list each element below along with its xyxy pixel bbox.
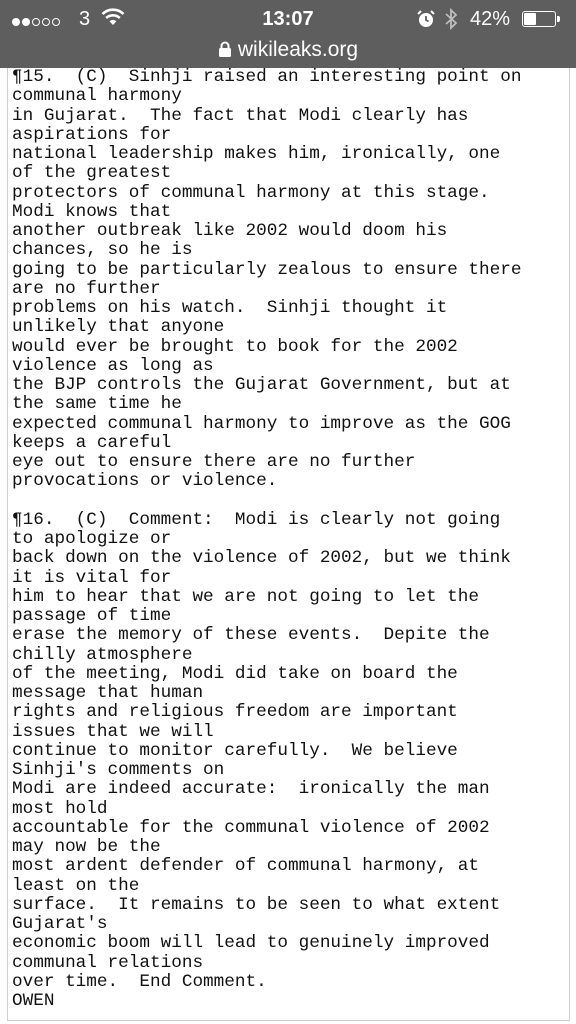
- document-line: Gujarat's: [12, 914, 108, 934]
- battery-cap: [557, 16, 560, 22]
- battery-icon: [522, 11, 556, 27]
- document-line: provocations or violence.: [12, 471, 278, 492]
- document-line: Modi knows that: [12, 201, 172, 222]
- address-bar[interactable]: [0, 38, 576, 64]
- lock-icon: [218, 40, 232, 64]
- document-line: ¶16. (C) Comment: Modi is clearly not going: [12, 509, 501, 530]
- document-line: Sinhji's comments on: [12, 760, 225, 780]
- document-line: the same time he: [12, 394, 182, 415]
- document-line: most ardent defender of communal harmony, at: [12, 856, 480, 877]
- document-line: surface. It remains to be seen to what extent: [12, 894, 501, 915]
- document-line: another outbreak like 2002 would doom his: [12, 221, 448, 241]
- browser-chrome: [0, 0, 576, 68]
- document-line: message that human: [12, 683, 204, 703]
- carrier-name: 3: [79, 8, 91, 30]
- document-line: accountable for the communal violence of 2002: [12, 817, 490, 838]
- document-line: expected communal harmony to improve as the GOG: [12, 413, 511, 434]
- paragraph-16: [8, 511, 569, 1012]
- document-line: of the greatest: [12, 163, 172, 184]
- document-line: chances, so he is: [12, 240, 193, 261]
- document-line: rights and religious freedom are important: [12, 702, 458, 723]
- document-line: least on the: [12, 875, 140, 896]
- document-line: eye out to ensure there are no further: [12, 452, 416, 472]
- document-line: national leadership makes him, ironically, one: [12, 144, 501, 164]
- document-line: aspirations for: [12, 124, 172, 145]
- document-line: passage of time: [12, 606, 172, 626]
- clock-time: 13:07: [262, 8, 314, 30]
- document-line: continue to monitor carefully. We believe: [12, 740, 458, 761]
- url-domain[interactable]: wikileaks.org: [237, 38, 359, 61]
- document-line: violence as long as: [12, 355, 214, 376]
- document-line: the BJP controls the Gujarat Government, but at: [12, 375, 511, 395]
- document-line: going to be particularly zealous to ensure there: [12, 259, 522, 280]
- document-line: Modi are indeed accurate: ironically the man: [12, 779, 490, 800]
- document-line: protectors of communal harmony at this stage.: [12, 182, 490, 203]
- document-line: in Gujarat. The fact that Modi clearly has: [12, 105, 469, 126]
- document-line: would ever be brought to book for the 2002: [12, 336, 458, 357]
- document-line: over time. End Comment.: [12, 971, 267, 992]
- battery-percentage: 42%: [470, 8, 511, 30]
- document-line: it is vital for: [12, 567, 172, 588]
- document-line: may now be the: [12, 837, 161, 857]
- document-line: communal relations: [12, 952, 204, 973]
- document-line: keeps a careful: [12, 432, 172, 453]
- document-line: chilly atmosphere: [12, 644, 193, 665]
- status-bar: [0, 0, 576, 38]
- document-line: problems on his watch. Sinhji thought it: [12, 298, 448, 318]
- document-line: to apologize or: [12, 529, 172, 549]
- document-line: him to hear that we are not going to let the: [12, 586, 480, 607]
- document-line: are no further: [12, 278, 161, 299]
- document-line: ¶15. (C) Sinhji raised an interesting point on: [12, 68, 522, 87]
- paragraph-separator: [8, 492, 569, 511]
- document-line: most hold: [12, 798, 108, 819]
- document-line: erase the memory of these events. Depite the: [12, 625, 490, 646]
- bluetooth-icon: [443, 7, 459, 36]
- alarm-icon: [416, 9, 436, 34]
- paragraph-15: [8, 68, 569, 492]
- document-line: of the meeting, Modi did take on board the: [12, 663, 458, 684]
- document-line: economic boom will lead to genuinely improved: [12, 933, 490, 954]
- document-line: issues that we will: [12, 721, 214, 742]
- document-line: back down on the violence of 2002, but we think: [12, 548, 511, 569]
- document-viewport[interactable]: [7, 68, 570, 1021]
- document-line: communal harmony: [12, 86, 182, 107]
- document-line: unlikely that anyone: [12, 317, 225, 338]
- document-line: OWEN: [12, 991, 55, 1011]
